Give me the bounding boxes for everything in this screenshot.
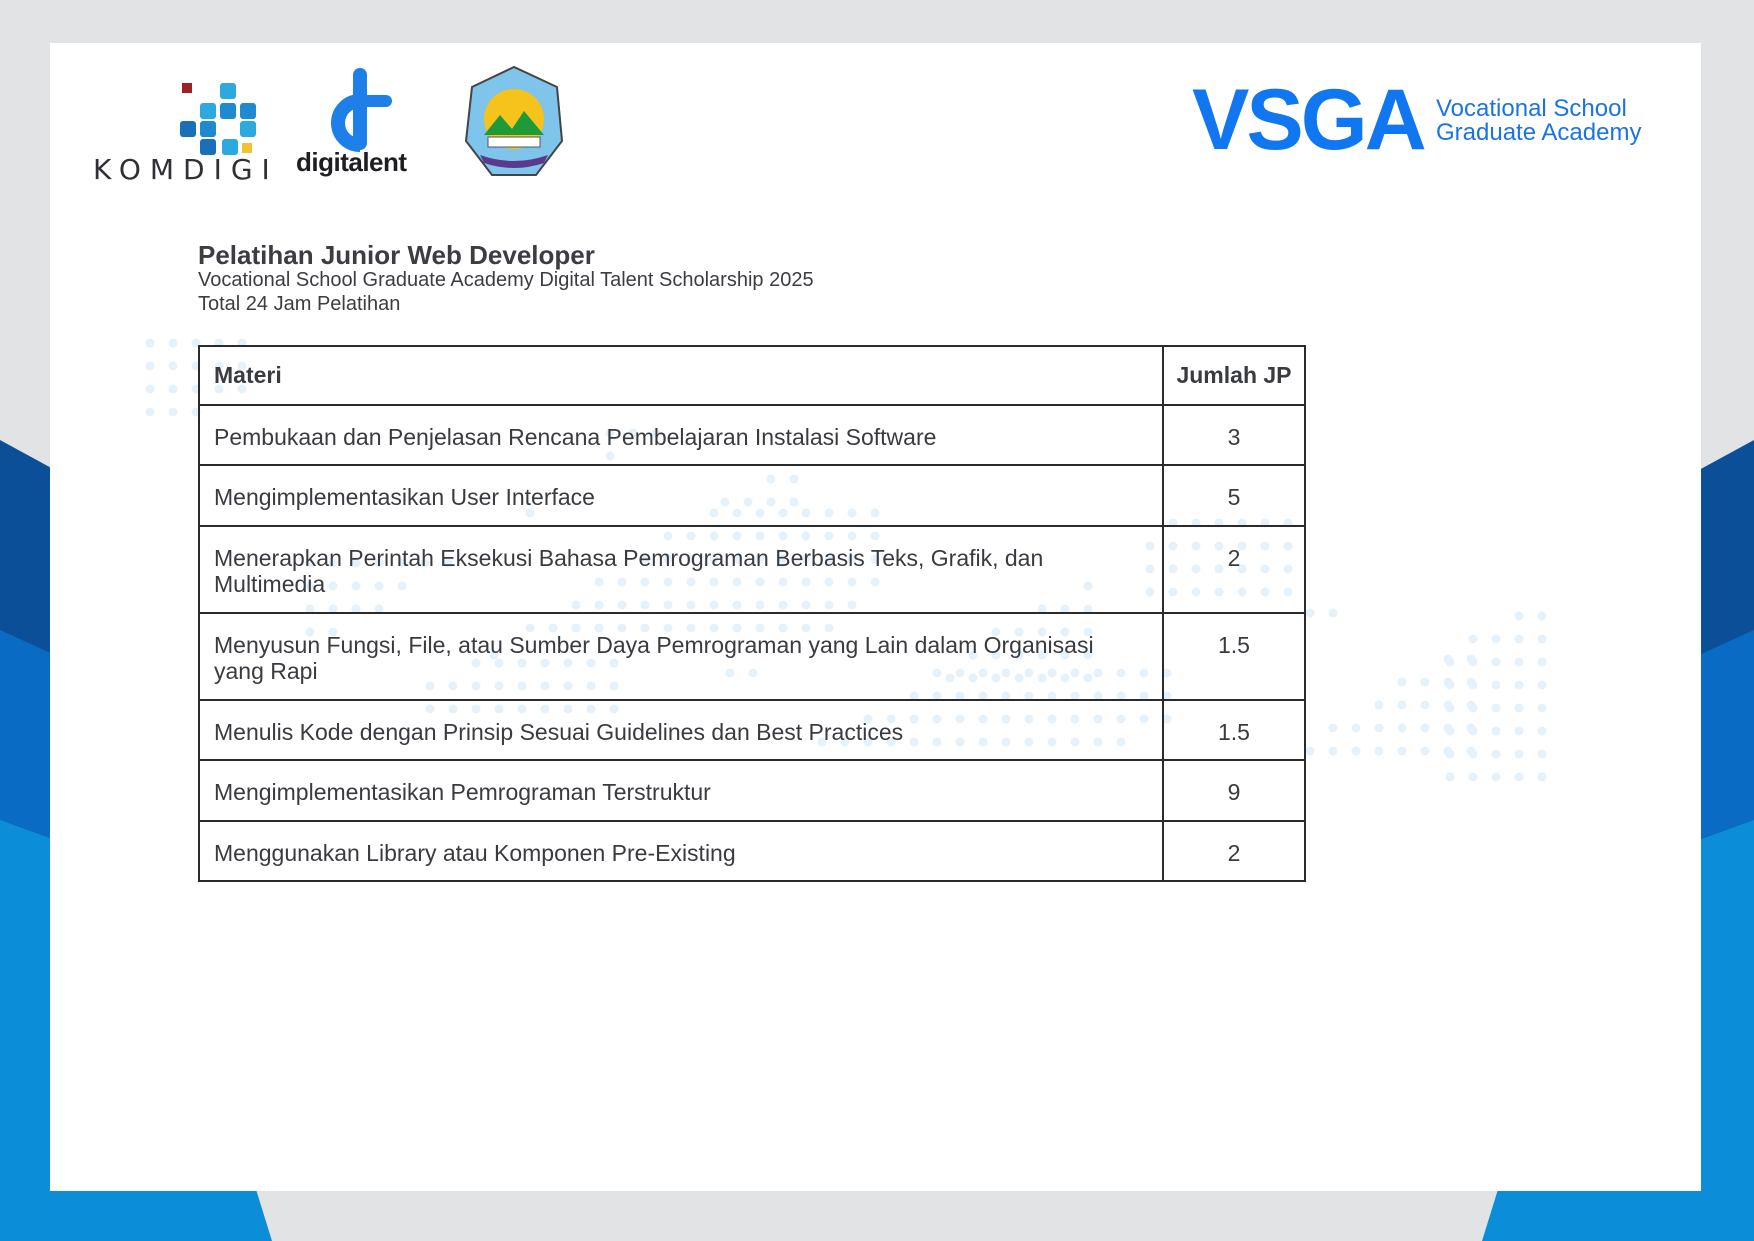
- map-dot: [1446, 727, 1455, 736]
- column-header-jumlah-jp: Jumlah JP: [1163, 346, 1305, 405]
- table-row: [199, 821, 1305, 881]
- map-dot: [1492, 773, 1501, 782]
- table-row: [199, 613, 1305, 700]
- map-dot: [1352, 747, 1361, 756]
- map-dot: [1538, 612, 1547, 621]
- map-dot: [1329, 747, 1338, 756]
- map-dot: [1375, 701, 1384, 710]
- map-dot: [1538, 635, 1547, 644]
- map-dot: [1446, 681, 1455, 690]
- map-dot: [1446, 750, 1455, 759]
- map-dot: [169, 339, 178, 348]
- map-dot: [1421, 724, 1430, 733]
- map-dot: [1329, 724, 1338, 733]
- map-dot: [1469, 773, 1478, 782]
- curriculum-table: [198, 345, 1306, 882]
- map-dot: [1398, 747, 1407, 756]
- certificate-page: [50, 43, 1701, 1191]
- cell-materi: Pembukaan dan Penjelasan Rencana Pembelajaran Instalasi Software: [199, 405, 1163, 465]
- map-dot: [1306, 747, 1315, 756]
- digitalent-logo-text: digitalent: [296, 147, 407, 177]
- map-dot: [1306, 609, 1315, 618]
- cell-jp: 2: [1163, 821, 1305, 881]
- map-dot: [1538, 681, 1547, 690]
- komdigi-logo-text: KOMDIGI: [93, 153, 279, 186]
- map-dot: [1375, 724, 1384, 733]
- table-header-row: [199, 346, 1305, 405]
- map-dot: [1398, 678, 1407, 687]
- map-dot: [1515, 635, 1524, 644]
- map-dot: [1492, 704, 1501, 713]
- map-dot: [1375, 747, 1384, 756]
- table-row: [199, 465, 1305, 525]
- total-hours: Total 24 Jam Pelatihan: [198, 293, 401, 315]
- map-dot: [1469, 727, 1478, 736]
- table-row: [199, 760, 1305, 820]
- map-dot: [1515, 612, 1524, 621]
- map-dot: [169, 385, 178, 394]
- map-dot: [1469, 635, 1478, 644]
- map-dot: [1469, 750, 1478, 759]
- map-dot: [169, 408, 178, 417]
- map-dot: [1515, 681, 1524, 690]
- map-dot: [1446, 773, 1455, 782]
- map-dot: [1492, 750, 1501, 759]
- map-dot: [1398, 701, 1407, 710]
- cell-jp: 1.5: [1163, 613, 1305, 700]
- map-dot: [1515, 704, 1524, 713]
- column-header-materi: Materi: [199, 346, 1163, 405]
- map-dot: [1469, 704, 1478, 713]
- map-dot: [1538, 773, 1547, 782]
- map-dot: [1421, 678, 1430, 687]
- map-dot: [1421, 747, 1430, 756]
- map-dot: [1515, 658, 1524, 667]
- table-row: [199, 700, 1305, 760]
- map-dot: [146, 362, 155, 371]
- map-dot: [1446, 658, 1455, 667]
- map-dot: [1329, 609, 1338, 618]
- cell-materi: Menerapkan Perintah Eksekusi Bahasa Pemrograman Berbasis Teks, Grafik, dan Multimedia: [199, 526, 1163, 613]
- map-dot: [1515, 727, 1524, 736]
- cell-jp: 9: [1163, 760, 1305, 820]
- map-dot: [1492, 681, 1501, 690]
- map-dot: [1352, 724, 1361, 733]
- cell-jp: 1.5: [1163, 700, 1305, 760]
- map-dot: [146, 339, 155, 348]
- cell-materi: Menggunakan Library atau Komponen Pre-Existing: [199, 821, 1163, 881]
- map-dot: [1538, 704, 1547, 713]
- table-row: [199, 526, 1305, 613]
- map-dot: [146, 385, 155, 394]
- vsga-logo-mark: VSGA: [1192, 72, 1424, 168]
- map-dot: [1469, 658, 1478, 667]
- cell-jp: 3: [1163, 405, 1305, 465]
- vsga-logo-line1: Vocational School: [1436, 95, 1627, 122]
- map-dot: [1538, 727, 1547, 736]
- cell-materi: Menulis Kode dengan Prinsip Sesuai Guidelines dan Best Practices: [199, 700, 1163, 760]
- map-dot: [1446, 704, 1455, 713]
- vsga-logo-line2: Graduate Academy: [1436, 119, 1642, 146]
- map-dot: [1492, 727, 1501, 736]
- map-dot: [1515, 750, 1524, 759]
- map-dot: [1538, 658, 1547, 667]
- cell-materi: Menyusun Fungsi, File, atau Sumber Daya Pemrograman yang Lain dalam Organisasi yang Rapi: [199, 613, 1163, 700]
- map-dot: [1492, 658, 1501, 667]
- cell-jp: 5: [1163, 465, 1305, 525]
- map-dot: [1469, 681, 1478, 690]
- politeknik-negeri-medan-seal-icon: [452, 63, 577, 183]
- map-dot: [1515, 773, 1524, 782]
- document-title: Pelatihan Junior Web Developer: [198, 240, 595, 270]
- map-dot: [146, 408, 155, 417]
- cell-materi: Mengimplementasikan User Interface: [199, 465, 1163, 525]
- document-subtitle: Vocational School Graduate Academy Digital Talent Scholarship 2025: [198, 269, 814, 291]
- map-dot: [169, 362, 178, 371]
- cell-materi: Mengimplementasikan Pemrograman Terstruktur: [199, 760, 1163, 820]
- table-row: [199, 405, 1305, 465]
- map-dot: [1492, 635, 1501, 644]
- map-dot: [1398, 724, 1407, 733]
- cell-jp: 2: [1163, 526, 1305, 613]
- map-dot: [1421, 701, 1430, 710]
- map-dot: [1538, 750, 1547, 759]
